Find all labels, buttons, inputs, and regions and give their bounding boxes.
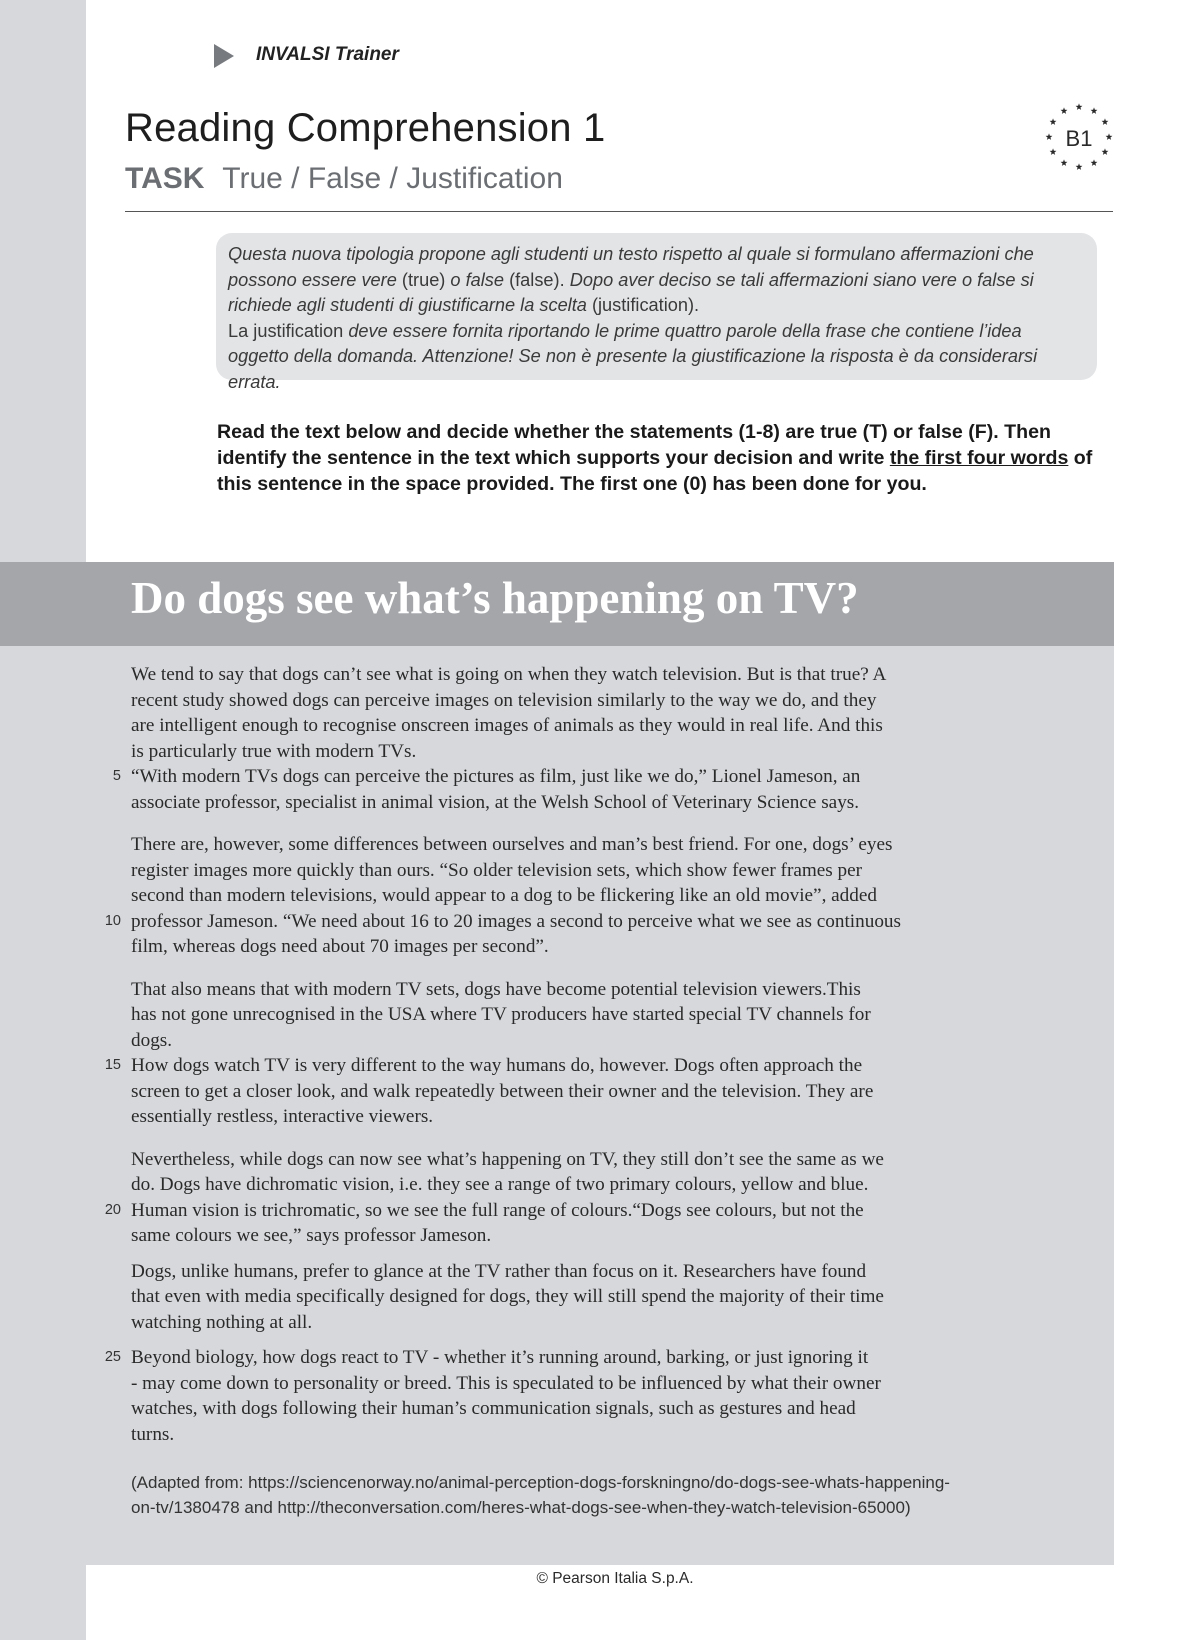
article-line-text: dogs. xyxy=(131,1029,173,1051)
article-paragraph xyxy=(104,832,1046,960)
article-line xyxy=(131,662,1046,688)
title-divider xyxy=(125,211,1113,212)
article-line-text: How dogs watch TV is very different to the way humans do, however. Dogs often approach the xyxy=(131,1055,863,1076)
source-line: on-tv/1380478 and http://theconversation.com/heres-what-dogs-see-when-they-watch-television-65000) xyxy=(131,1498,911,1517)
article-line-text: second than modern televisions, would appear to a dog to be flickering like an old movie”, added xyxy=(131,885,877,906)
article-title: Do dogs see what’s happening on TV? xyxy=(131,573,859,623)
article-line xyxy=(104,1345,1046,1371)
star-icon xyxy=(1061,107,1068,114)
intro-run: deve essere fornita riportando le prime quattro parole della frase che contiene l’idea oggetto della domanda. Attenzione! Se non è presente la giustificazione la risposta è da considerarsi errata. xyxy=(228,320,1038,392)
level-badge xyxy=(1040,98,1118,176)
article-line-text: We tend to say that dogs can’t see what is going on when they watch television. But is that true? A xyxy=(131,664,887,685)
article-line xyxy=(131,1079,1046,1105)
article-line-text: Beyond biology, how dogs react to TV - whether it’s running around, barking, or just ignoring it xyxy=(131,1347,869,1368)
series-label: INVALSI Trainer xyxy=(256,44,399,65)
line-number: 25 xyxy=(104,1349,121,1365)
article-line-text: That also means that with modern TV sets, dogs have become potential television viewers.This xyxy=(131,978,861,1000)
article-line-text: Human vision is trichromatic, so we see the full range of colours.“Dogs see colours, but not the xyxy=(131,1199,864,1221)
reading-text-panel xyxy=(0,562,1114,1565)
article-line-text: same colours we see,” says professor Jameson. xyxy=(131,1225,492,1246)
instructions-text: Read the text below and decide whether the statements (1-8) are true (T) or false (F). Then identify the sentence in the text which supports your decision and write xyxy=(217,421,1051,469)
article-line-text: register images more quickly than ours. “So older television sets, which show fewer frames per xyxy=(131,859,863,881)
star-icon xyxy=(1061,159,1068,166)
line-number: 5 xyxy=(112,768,121,784)
article-line xyxy=(131,883,1046,909)
article-line xyxy=(131,1371,1046,1397)
article-line xyxy=(131,832,1046,858)
star-icon xyxy=(1050,148,1057,155)
article-line-text: screen to get a closer look, and walk repeatedly between their owner and the television. They are xyxy=(131,1080,874,1102)
article-line-text: Nevertheless, while dogs can now see what’s happening on TV, they still don’t see the same as we xyxy=(131,1148,884,1170)
intro-paragraph xyxy=(228,319,1085,396)
article-line xyxy=(112,764,1046,790)
article-line xyxy=(131,858,1046,884)
intro-run: (false). xyxy=(509,269,565,290)
article-line-text: essentially restless, interactive viewers. xyxy=(131,1106,434,1127)
article-line-text: that even with media specifically designed for dogs, they will still spend the majority of their time xyxy=(131,1286,884,1307)
article-line xyxy=(131,1284,1046,1310)
article-line xyxy=(131,1259,1046,1285)
copyright-footer: © Pearson Italia S.p.A. xyxy=(536,1570,694,1587)
article-line xyxy=(131,1172,1046,1198)
italian-instructions-box xyxy=(216,233,1097,392)
star-icon xyxy=(1102,148,1109,155)
star-icon xyxy=(1106,133,1113,140)
article-line-text: associate professor, specialist in animal vision, at the Welsh School of Veterinary Science says. xyxy=(131,791,860,813)
article-line xyxy=(131,1396,1046,1422)
line-number: 15 xyxy=(104,1057,121,1073)
article-paragraph xyxy=(131,1259,1046,1336)
intro-run: Questa nuova tipologia propone agli studenti un testo rispetto al quale si formulano affermazioni che possono essere vere xyxy=(228,244,1034,290)
article-title-band xyxy=(0,562,1114,646)
play-triangle-icon xyxy=(214,44,234,68)
article-paragraph xyxy=(104,977,1046,1130)
article-line-text: watching nothing at all. xyxy=(131,1311,313,1333)
star-icon xyxy=(1091,159,1098,166)
article-line xyxy=(131,1310,1046,1336)
article-line xyxy=(131,688,1046,714)
intro-paragraph xyxy=(228,242,1085,319)
article-paragraph xyxy=(112,662,1046,815)
article-line-text: turns. xyxy=(131,1423,175,1445)
star-icon xyxy=(1076,163,1083,170)
star-icon xyxy=(1050,118,1057,125)
star-icon xyxy=(1091,107,1098,114)
star-icon xyxy=(1046,133,1053,140)
star-icon xyxy=(1076,103,1083,110)
article-line xyxy=(131,1422,1046,1448)
task-instructions xyxy=(217,420,1097,497)
article-line xyxy=(131,1147,1046,1173)
article-line-text: - may come down to personality or breed. This is speculated to be influenced by what their owner xyxy=(131,1372,881,1394)
intro-run: o false xyxy=(445,269,510,290)
article-line-text: film, whereas dogs need about 70 images per second”. xyxy=(131,936,549,957)
line-number: 10 xyxy=(104,912,121,929)
article-line xyxy=(131,977,1046,1003)
article-line-text: are intelligent enough to recognise onscreen images of animals as they would in real life. And this xyxy=(131,715,883,736)
article-line-text: is particularly true with modern TVs. xyxy=(131,740,417,762)
source-citation xyxy=(131,1470,1046,1520)
article-line-text: professor Jameson. “We need about 16 to 20 images a second to perceive what we see as continuous xyxy=(131,910,901,932)
article-line xyxy=(131,713,1046,739)
article-line xyxy=(131,1223,1046,1249)
article-line xyxy=(131,790,1046,816)
article-line-text: Dogs, unlike humans, prefer to glance at the TV rather than focus on it. Researchers have found xyxy=(131,1260,867,1282)
article-line xyxy=(131,1104,1046,1130)
line-number: 20 xyxy=(104,1201,121,1218)
page-title: Reading Comprehension 1 xyxy=(125,106,606,150)
instructions-text-end: of this sentence in the space provided. The first one (0) has been done for you. xyxy=(217,446,1093,495)
article-line-text: watches, with dogs following their human’s communication signals, such as gestures and head xyxy=(131,1398,856,1419)
intro-run: La justification xyxy=(228,320,344,341)
article-line xyxy=(104,1053,1046,1079)
article-line xyxy=(131,1002,1046,1028)
article-line xyxy=(104,909,1046,935)
instructions-underlined: the first four words xyxy=(889,446,1069,469)
task-line xyxy=(125,162,563,196)
level-label: B1 xyxy=(1065,126,1093,151)
intro-run: Dopo aver deciso se tali affermazioni siano vere o false si richiede agli studenti di giustificarne la scelta xyxy=(228,269,1034,316)
article-line xyxy=(104,1198,1046,1224)
article-line xyxy=(131,739,1046,765)
article-line-text: do. Dogs have dichromatic vision, i.e. they see a range of two primary colours, yellow and blue. xyxy=(131,1174,869,1195)
article-paragraph xyxy=(104,1147,1046,1249)
task-type: True / False / Justification xyxy=(222,162,563,195)
article-body xyxy=(104,662,1046,1537)
star-icon xyxy=(1102,118,1109,125)
article-line-text: “With modern TVs dogs can perceive the pictures as film, just like we do,” Lionel Jameson, an xyxy=(131,766,861,787)
source-line: (Adapted from: https://sciencenorway.no/animal-perception-dogs-forskningno/do-dogs-see-whats-happening- xyxy=(131,1473,950,1492)
article-line-text: There are, however, some differences between ourselves and man’s best friend. For one, dogs’ eyes xyxy=(131,834,893,855)
article-paragraph xyxy=(104,1345,1046,1447)
article-line xyxy=(131,1028,1046,1054)
article-line xyxy=(131,934,1046,960)
article-line-text: recent study showed dogs can perceive images on television similarly to the way we do, and they xyxy=(131,689,877,711)
task-label: TASK xyxy=(125,162,205,195)
intro-run: (justification). xyxy=(591,295,700,316)
intro-run: (true) xyxy=(401,269,446,290)
article-line-text: has not gone unrecognised in the USA where TV producers have started special TV channels for xyxy=(131,1004,871,1025)
